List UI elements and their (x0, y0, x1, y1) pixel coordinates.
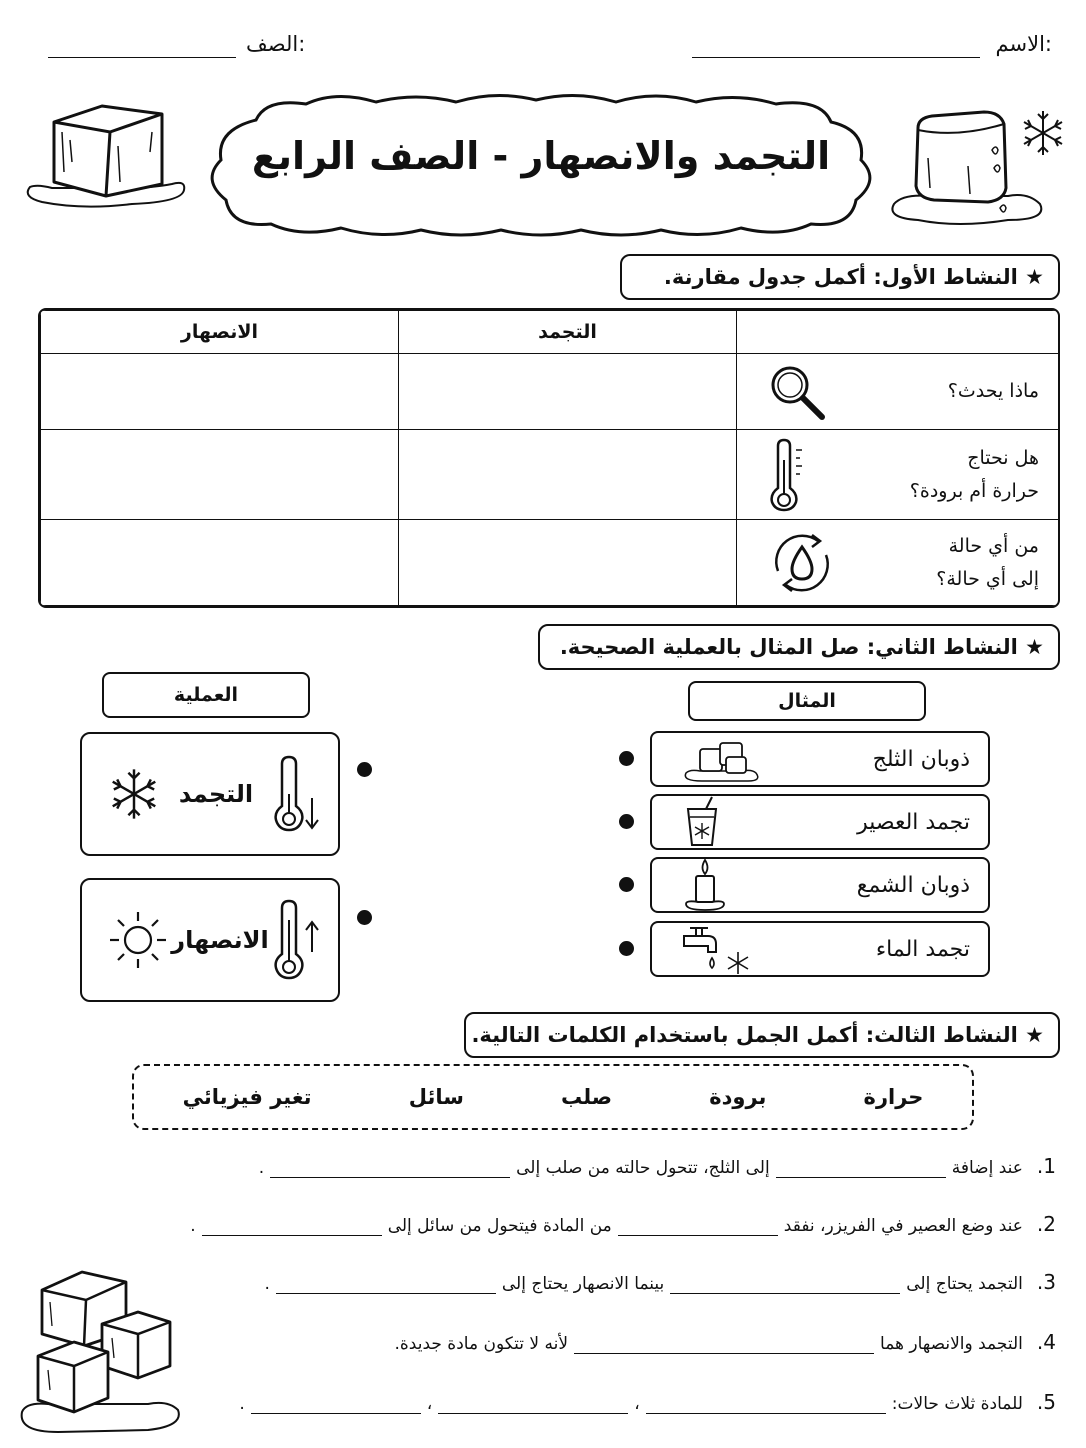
sentence-text: . (190, 1216, 196, 1236)
question-state-change: من أي حالة إلى أي حالة؟ (936, 535, 1039, 590)
sentence-number: 3. (1036, 1270, 1056, 1294)
word-bank-item: برودة (709, 1085, 767, 1109)
examples-header: المثال (688, 681, 926, 721)
process-header: العملية (102, 672, 310, 718)
thermometer-icon (766, 438, 810, 512)
candle-icon (682, 858, 728, 912)
answer-blank[interactable] (202, 1234, 382, 1236)
example-dot-3[interactable] (619, 877, 634, 892)
thermometer-up-icon (270, 898, 324, 982)
question-heat-or-cold: هل نحتاج حرارة أم برودة؟ (909, 447, 1039, 502)
answer-blank[interactable] (776, 1176, 946, 1178)
answer-blank[interactable] (251, 1412, 421, 1414)
answer-blank[interactable] (270, 1176, 510, 1178)
melting-ice-icon (682, 735, 762, 783)
process-dot-melting[interactable] (357, 910, 372, 925)
sentence-5 (239, 1390, 1056, 1414)
snowflake-icon (1018, 108, 1068, 158)
table-header-freezing: التجمد (399, 311, 737, 354)
activity3-heading: ★ النشاط الثالث: أكمل الجمل باستخدام الكلمات التالية. (464, 1012, 1060, 1058)
example-item[interactable] (650, 731, 990, 787)
answer-cell-melting-1[interactable] (41, 354, 399, 430)
table-row-question (737, 430, 1061, 520)
class-field[interactable] (48, 57, 236, 58)
name-field[interactable] (692, 57, 980, 58)
page-title: التجمد والانصهار - الصف الرابع (251, 134, 831, 178)
answer-blank[interactable] (438, 1412, 628, 1414)
table-row-question (737, 520, 1061, 606)
word-bank-item: تغير فيزيائي (182, 1085, 312, 1109)
process-dot-freezing[interactable] (357, 762, 372, 777)
ice-cube-illustration (22, 92, 192, 212)
sentence-text: لأنه لا تتكون مادة جديدة. (394, 1334, 569, 1354)
sentence-number: 1. (1036, 1154, 1056, 1178)
ice-cubes-illustration (18, 1262, 188, 1436)
word-bank-item: حرارة (863, 1085, 924, 1109)
sentence-4 (395, 1330, 1057, 1354)
table-row-question (737, 354, 1061, 430)
answer-blank[interactable] (618, 1234, 778, 1236)
sentence-text: عند وضع العصير في الفريزر، نفقد (783, 1216, 1023, 1236)
faucet-freeze-icon (682, 922, 754, 976)
table-header-melting: الانصهار (41, 311, 399, 354)
sentence-text: . (258, 1158, 265, 1178)
sentence-text: ، (426, 1394, 433, 1414)
example-item[interactable] (650, 857, 990, 913)
answer-blank[interactable] (646, 1412, 886, 1414)
process-melting-label: الانصهار (171, 926, 269, 954)
answer-blank[interactable] (670, 1292, 900, 1294)
sentence-number: 4. (1036, 1330, 1056, 1354)
process-freezing-label: التجمد (178, 780, 254, 808)
sentence-number: 2. (1036, 1212, 1056, 1236)
sentence-text: إلى الثلج، تتحول حالته من صلب إلى (516, 1158, 770, 1178)
sentence-number: 5. (1036, 1390, 1056, 1414)
magnifier-icon (766, 361, 828, 423)
example-item[interactable] (650, 921, 990, 977)
sentence-text: بينما الانصهار يحتاج إلى (501, 1274, 665, 1294)
question-what-happens: ماذا يحدث؟ (947, 380, 1039, 403)
example-dot-4[interactable] (619, 941, 634, 956)
process-freezing[interactable] (80, 732, 340, 856)
answer-cell-melting-3[interactable] (41, 520, 399, 606)
word-bank-item: سائل (408, 1085, 464, 1109)
word-bank (132, 1064, 974, 1130)
sentence-text: . (239, 1394, 245, 1414)
example-label: ذوبان الثلج (872, 746, 970, 772)
sentence-text: التجمد والانصهار هما (880, 1334, 1023, 1354)
process-melting[interactable] (80, 878, 340, 1002)
snowflake-icon (106, 766, 162, 822)
cycle-drop-icon (766, 527, 838, 599)
word-bank-item: صلب (561, 1085, 613, 1109)
activity1-heading: ★ النشاط الأول: أكمل جدول مقارنة. (620, 254, 1060, 300)
answer-cell-freezing-2[interactable] (399, 430, 737, 520)
name-label: الاسم: (995, 32, 1052, 56)
sentence-text: للمادة ثلاث حالات: (891, 1394, 1023, 1414)
sentence-3 (264, 1270, 1056, 1294)
sentence-text: ، (634, 1394, 640, 1414)
class-label: الصف: (246, 32, 306, 56)
sentence-2 (190, 1212, 1056, 1236)
comparison-table (38, 308, 1060, 608)
answer-cell-freezing-1[interactable] (399, 354, 737, 430)
sentence-text: . (264, 1274, 270, 1294)
example-label: ذوبان الشمع (856, 872, 970, 898)
answer-cell-melting-2[interactable] (41, 430, 399, 520)
thermometer-down-icon (270, 754, 324, 834)
answer-cell-freezing-3[interactable] (399, 520, 737, 606)
example-label: تجمد الماء (875, 936, 970, 962)
sentence-1 (259, 1154, 1056, 1178)
sentence-text: التجمد يحتاج إلى (906, 1274, 1023, 1294)
example-dot-1[interactable] (619, 751, 634, 766)
sentence-text: من المادة فيتحول من سائل إلى (387, 1216, 612, 1236)
example-item[interactable] (650, 794, 990, 850)
activity2-heading: ★ النشاط الثاني: صل المثال بالعملية الصحيحة. (538, 624, 1060, 670)
sun-icon (106, 908, 170, 972)
table-header-blank (737, 311, 1061, 354)
example-label: تجمد العصير (857, 809, 970, 835)
frozen-juice-icon (682, 795, 722, 849)
answer-blank[interactable] (574, 1352, 874, 1354)
sentence-text: عند إضافة (951, 1158, 1023, 1178)
answer-blank[interactable] (276, 1292, 496, 1294)
example-dot-2[interactable] (619, 814, 634, 829)
